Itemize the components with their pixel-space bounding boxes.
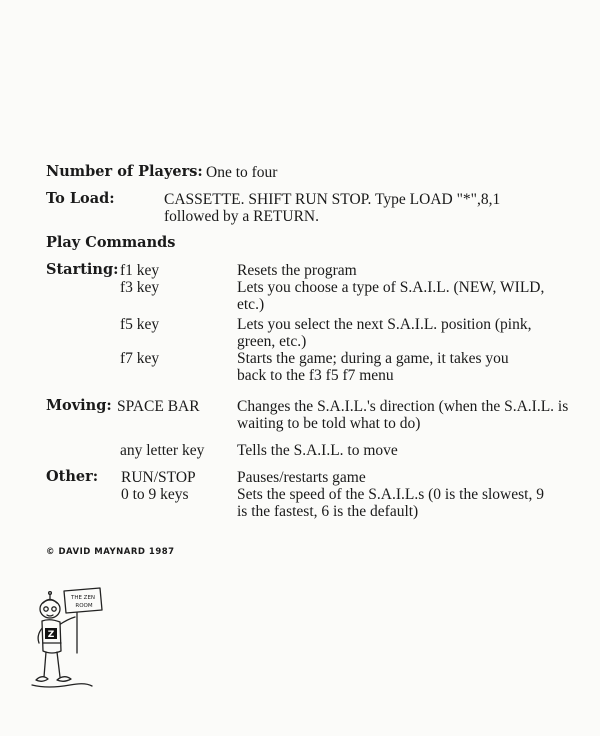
desc-line: Lets you choose a type of S.A.I.L. (NEW, WILD, — [237, 279, 545, 296]
mascot-sign-line-2: ROOM — [75, 603, 93, 609]
copyright-notice: © DAVID MAYNARD 1987 — [46, 547, 175, 557]
key-f1: f1 key — [120, 262, 160, 279]
desc-line: Starts the game; during a game, it takes you — [237, 350, 509, 367]
desc-f3 — [237, 279, 544, 313]
mascot-badge-letter: Z — [47, 630, 55, 640]
load-label: To Load: — [46, 190, 115, 207]
key-number-keys: 0 to 9 keys — [121, 486, 189, 503]
key-f5: f5 key — [120, 316, 160, 333]
desc-line: Pauses/restarts game — [237, 469, 366, 486]
desc-number-keys — [237, 486, 544, 520]
desc-line: Sets the speed of the S.A.I.L.s (0 is the slowest, 9 — [237, 486, 544, 503]
desc-line: back to the f3 f5 f7 menu — [237, 367, 394, 384]
players-value: One to four — [206, 164, 278, 181]
zen-room-mascot-illustration — [30, 585, 112, 695]
desc-line: Resets the program — [237, 262, 357, 279]
players-label: Number of Players: — [46, 163, 203, 180]
starting-label: Starting: — [46, 261, 119, 278]
desc-line: is the fastest, 6 is the default) — [237, 503, 419, 520]
desc-any-letter — [237, 442, 398, 459]
desc-f7 — [237, 350, 509, 384]
desc-space-bar — [237, 398, 568, 432]
key-f7: f7 key — [120, 350, 160, 367]
desc-line: Tells the S.A.I.L. to move — [237, 442, 398, 459]
desc-line: waiting to be told what to do) — [237, 415, 421, 432]
desc-run-stop — [237, 469, 366, 486]
key-space-bar: SPACE BAR — [117, 398, 200, 415]
desc-line: Changes the S.A.I.L.'s direction (when the S.A.I.L. is — [237, 398, 569, 415]
desc-line: green, etc.) — [237, 333, 307, 350]
load-line-1: CASSETTE. SHIFT RUN STOP. Type LOAD "*",8,1 — [164, 191, 501, 208]
key-f3: f3 key — [120, 279, 160, 296]
desc-f5 — [237, 316, 531, 350]
mascot-sign-line-1: THE ZEN — [70, 595, 96, 601]
key-run-stop: RUN/STOP — [121, 469, 196, 486]
desc-line: Lets you select the next S.A.I.L. position (pink, — [237, 316, 532, 333]
desc-f1 — [237, 262, 357, 279]
key-any-letter: any letter key — [120, 442, 205, 459]
play-commands-heading: Play Commands — [46, 234, 176, 251]
other-label: Other: — [46, 468, 99, 485]
moving-label: Moving: — [46, 397, 112, 414]
desc-line: etc.) — [237, 296, 265, 313]
load-line-2: followed by a RETURN. — [164, 208, 319, 225]
